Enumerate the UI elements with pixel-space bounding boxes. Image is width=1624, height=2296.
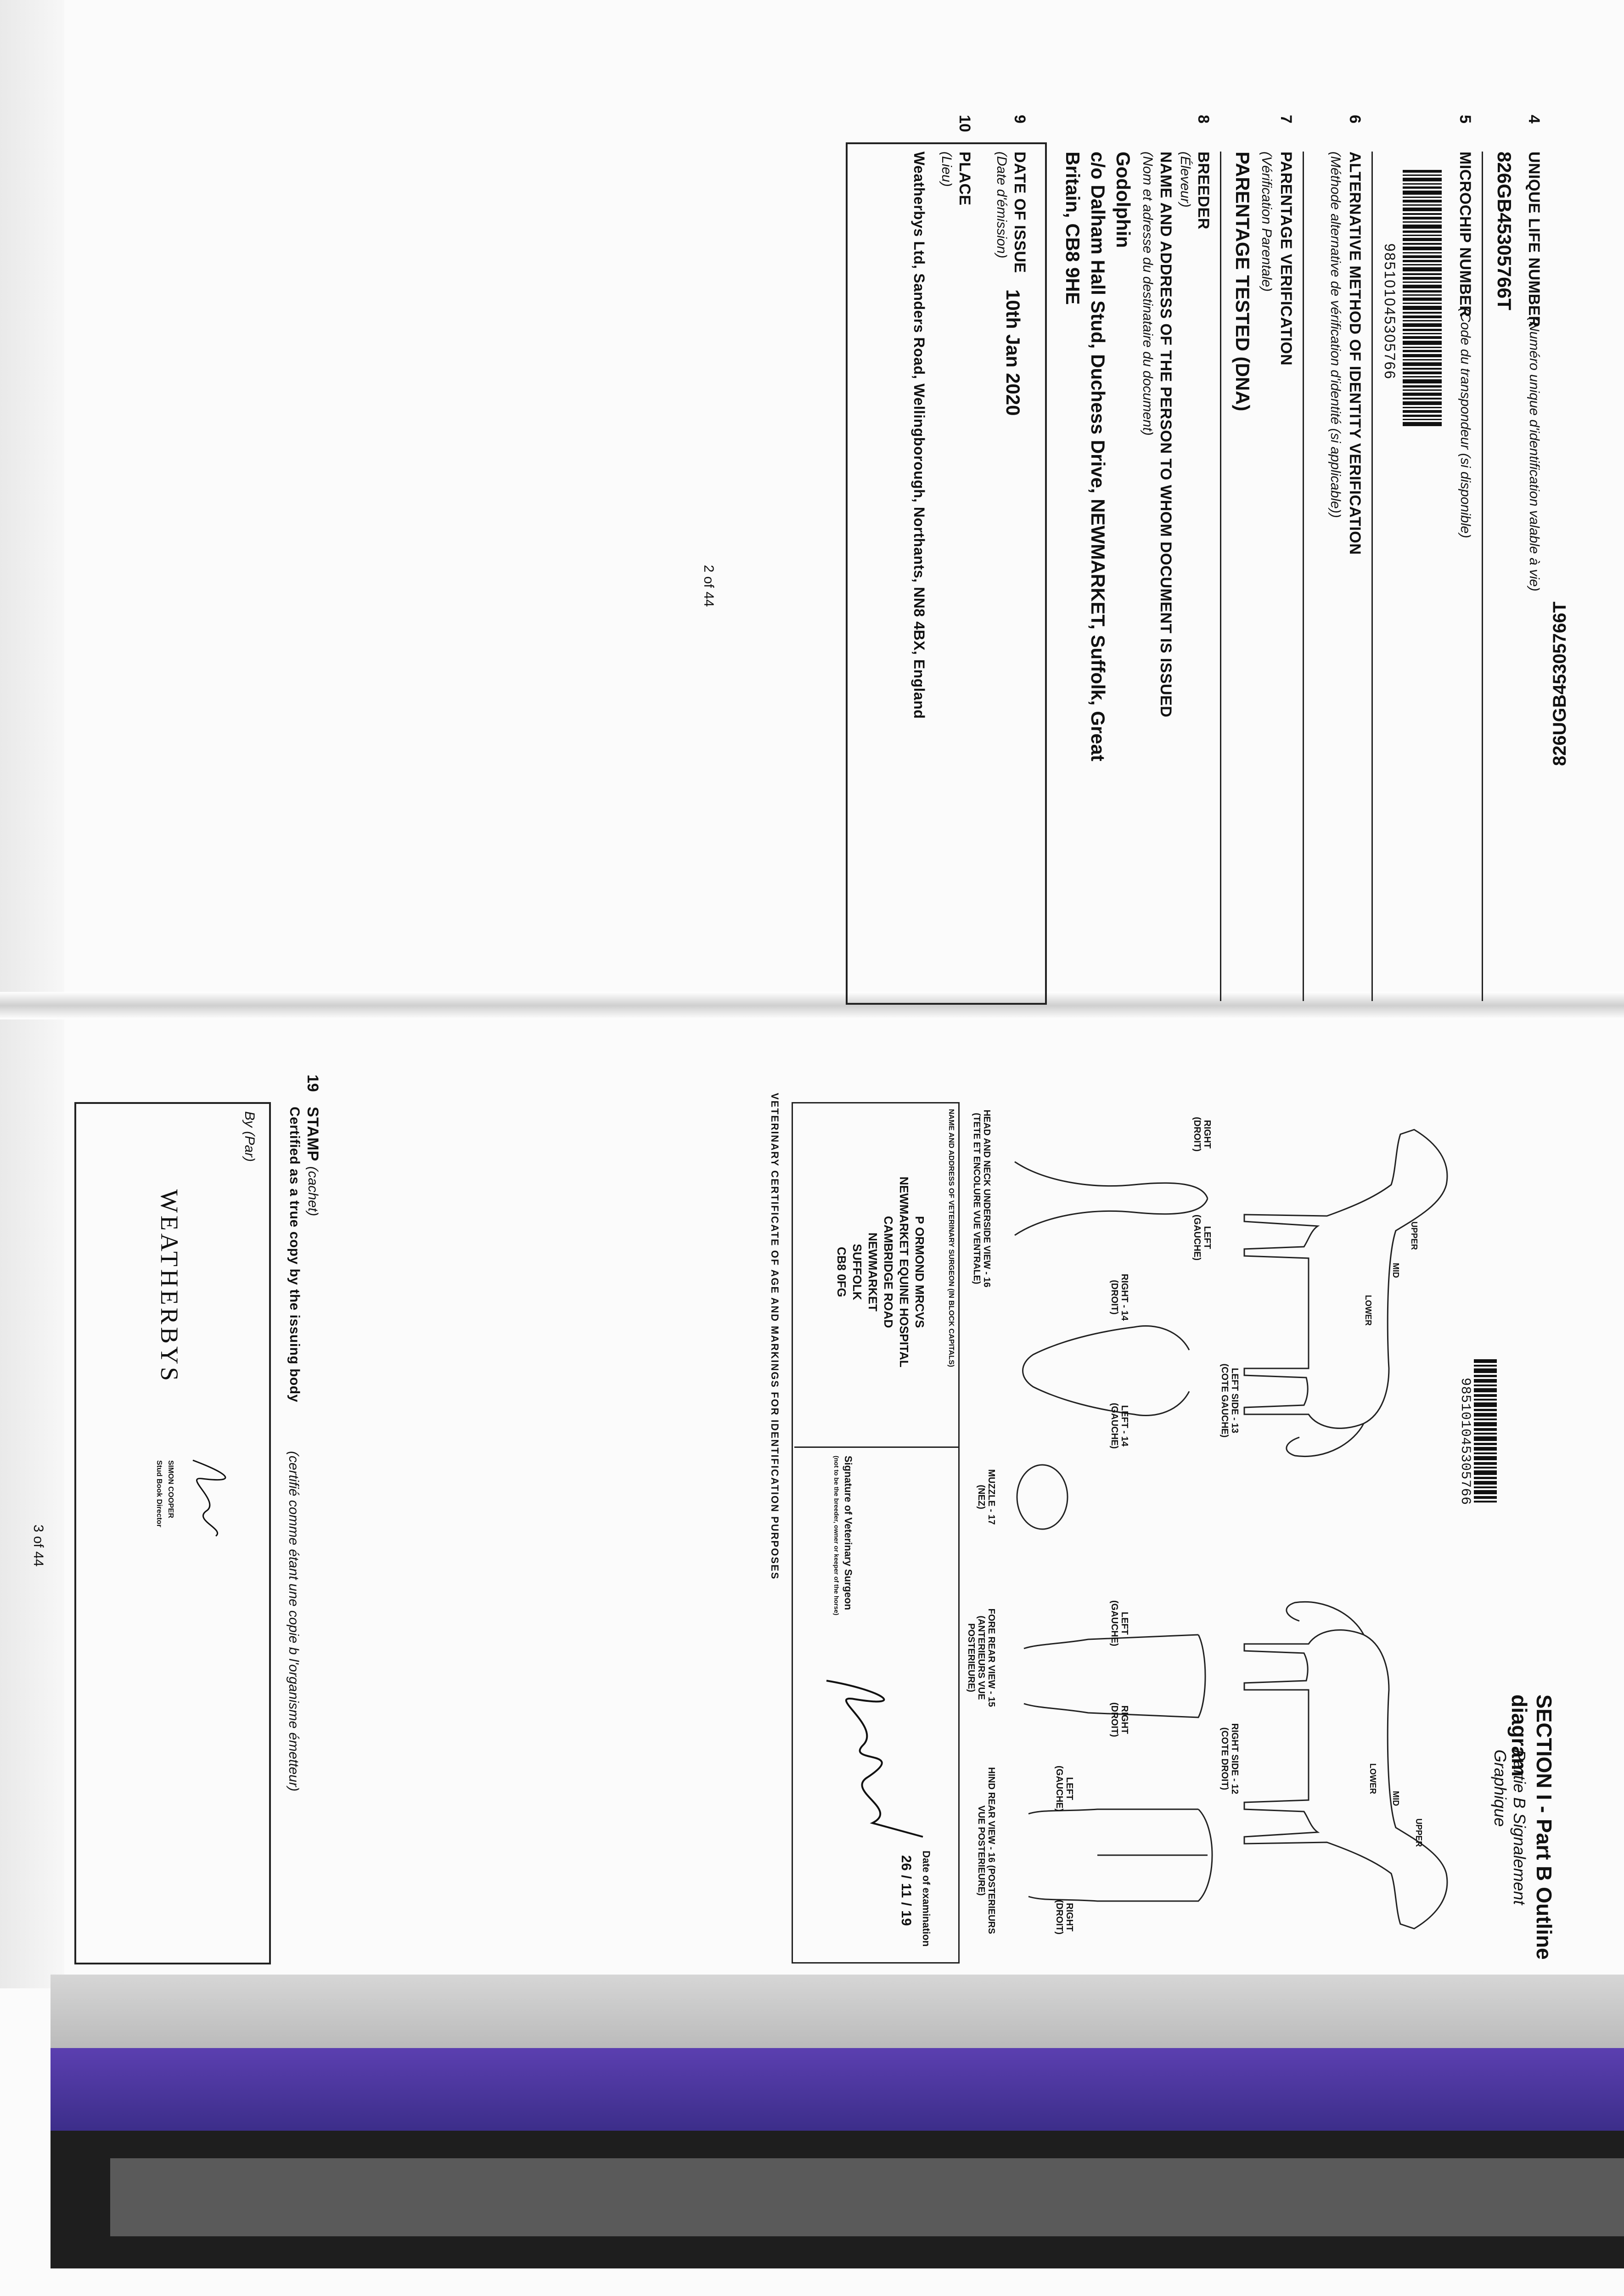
passport-page-2 <box>55 115 1570 1010</box>
field-4-number: 4 <box>1525 115 1543 124</box>
vet-line-3: CAMBRIDGE ROAD <box>882 1216 895 1328</box>
muzzle-text: MUZZLE - 17 <box>986 1469 996 1525</box>
field-5-label: MICROCHIP NUMBER <box>1456 152 1474 317</box>
signer-name: SIMON COOPER <box>167 1460 174 1519</box>
right-side-label <box>1219 1708 1240 1809</box>
left-side-fr: (COTE GAUCHE) <box>1219 1363 1230 1438</box>
right-side-text: RIGHT SIDE - 12 <box>1230 1723 1240 1795</box>
hind-left-fr: (GAUCHE) <box>1054 1766 1064 1812</box>
field-10-label-fr: (Lieu) <box>939 152 954 187</box>
section-subtitle: Partie B Signalement Graphique <box>1491 1750 1529 1905</box>
field-19-number: 19 <box>304 1075 321 1092</box>
field-10-label: PLACE <box>956 152 973 206</box>
exam-date-label: Date of examination <box>921 1851 932 1947</box>
breeder-address-line-2: Britain, CB8 9HE <box>1062 152 1084 305</box>
by-label: By (Par) <box>242 1111 257 1162</box>
muzzle-caption <box>976 1465 996 1529</box>
date-of-issue: 10th Jan 2020 <box>1002 289 1024 416</box>
field-10-number: 10 <box>956 115 973 132</box>
horse-left-side-outline <box>1244 1130 1447 1428</box>
divider <box>1220 152 1221 1001</box>
hind-rear-caption <box>976 1763 996 1938</box>
fore-rear-caption <box>966 1584 996 1731</box>
vet-box-divider <box>794 1446 960 1448</box>
head-left-label <box>1109 1396 1129 1456</box>
field-7-number: 7 <box>1277 115 1295 124</box>
field-4-label: UNIQUE LIFE NUMBER <box>1525 152 1543 327</box>
fore-left-label <box>1109 1598 1129 1649</box>
section-title: SECTION I - Part B Outline diagram <box>1507 1694 1556 1960</box>
field-8-number: 8 <box>1195 115 1212 124</box>
vet-address <box>834 1111 927 1433</box>
head-left-text: LEFT - 14 <box>1119 1405 1129 1446</box>
signature-note: (not to be the breeder, owner or keeper of the horse) <box>833 1456 840 1615</box>
field-19-label: STAMP <box>304 1107 321 1161</box>
parentage-value: PARENTAGE TESTED (DNA) <box>1232 152 1253 411</box>
head-right-text: RIGHT - 14 <box>1119 1273 1129 1321</box>
certified-text-fr: (certifié comme étant une copie b l'organisme émetteur) <box>286 1451 301 1792</box>
horse-left-tail <box>1287 1424 1364 1457</box>
microchip-number: 985101045305766 <box>1382 243 1398 380</box>
head-neck-caption <box>972 1102 992 1295</box>
stamp-signature <box>179 1451 248 1543</box>
page-number: 2 of 44 <box>701 565 716 607</box>
hind-left-label <box>1054 1763 1074 1814</box>
page-number-3: 3 of 44 <box>31 1525 46 1567</box>
hind-right-fr: (DROIT) <box>1054 1900 1064 1935</box>
horse-right-tail <box>1287 1602 1364 1635</box>
label-upper: UPPER <box>1410 1221 1419 1250</box>
running-header: 826UGB45305766T <box>1550 602 1570 766</box>
field-8-label-fr: (Éleveur) <box>1178 152 1193 208</box>
horse-right-side-outline <box>1244 1630 1447 1929</box>
divider <box>1482 152 1483 1001</box>
fore-rear-text: FORE REAR VIEW - 15 <box>986 1608 996 1707</box>
left-side-label <box>1219 1350 1240 1451</box>
head-front-outline <box>1023 1326 1190 1415</box>
signature-label: Signature of Veterinary Surgeon <box>843 1456 854 1610</box>
breeder-address-line-1: c/o Dalham Hall Stud, Duchess Drive, NEWMARKET, Suffolk, Great <box>1087 152 1109 761</box>
hn-right-label <box>1192 1111 1212 1157</box>
vet-line-4: NEWMARKET <box>866 1232 880 1311</box>
diagram-barcode <box>1474 1359 1497 1504</box>
fore-right-label <box>1109 1694 1129 1745</box>
book-edge <box>51 1975 1624 2053</box>
stamp-section <box>0 1075 321 1970</box>
hind-rear-outline <box>1028 1809 1212 1901</box>
hn-right-text: RIGHT <box>1202 1120 1212 1149</box>
vet-line-5: SUFFOLK <box>850 1244 864 1300</box>
head-right-label <box>1109 1267 1129 1327</box>
field-6-number: 6 <box>1346 115 1364 124</box>
vet-line-2: NEWMARKET EQUINE HOSPITAL <box>897 1176 911 1367</box>
diagram-microchip: 985101045305766 <box>1457 1378 1473 1505</box>
field-5-number: 5 <box>1456 115 1474 124</box>
head-neck-fr: (TETE ET ENCOLURE VUE VENTRALE) <box>972 1113 982 1284</box>
label-lower-right: LOWER <box>1368 1763 1377 1794</box>
vet-heading: NAME AND ADDRESS OF VETERINARY SURGEON (IN BLOCK CAPITALS) <box>947 1109 955 1367</box>
label-mid-right: MID <box>1391 1791 1400 1806</box>
signer-title: Stud Book Director <box>155 1460 163 1527</box>
scanner-bed <box>110 2158 1624 2236</box>
label-upper-right: UPPER <box>1414 1818 1423 1847</box>
exam-date: 26 / 11 / 19 <box>899 1855 914 1926</box>
unique-life-number: 826GB45305766T <box>1494 152 1515 310</box>
head-neck-underside-outline <box>1015 1162 1208 1235</box>
left-side-text: LEFT SIDE - 13 <box>1230 1367 1240 1434</box>
right-side-fr: (COTE DROIT) <box>1219 1727 1230 1790</box>
divider <box>1303 152 1304 1001</box>
muzzle-outline <box>1017 1465 1068 1529</box>
hn-left-fr: (GAUCHE) <box>1192 1215 1202 1261</box>
weatherbys-logo: WEATHERBYS <box>156 1189 183 1384</box>
field-6-label-fr: (Méthode alternative de vérification d'identité (si applicable)) <box>1328 152 1343 518</box>
microchip-barcode <box>1403 170 1442 428</box>
fore-left-text: LEFT <box>1119 1612 1129 1635</box>
hind-right-text: RIGHT <box>1064 1902 1074 1932</box>
place-of-issue: Weatherbys Ltd, Sanders Road, Wellingborough, Northants, NN8 4BX, England <box>911 152 927 719</box>
field-8-label-2: NAME AND ADDRESS OF THE PERSON TO WHOM DOCUMENT IS ISSUED <box>1157 152 1174 718</box>
field-7-label: PARENTAGE VERIFICATION <box>1277 152 1295 366</box>
vet-line-1: P ORMOND MRCVS <box>913 1216 927 1328</box>
fore-rear-fr: (ANTERIEURS VUE POSTERIEURE) <box>966 1615 986 1700</box>
certified-text: Certified as a true copy by the issuing body <box>287 1107 302 1402</box>
field-4-label-fr: (Numéro unique d'identification valable à vie) <box>1527 317 1542 591</box>
field-8-label-2-fr: (Nom et adresse du destinataire du document) <box>1140 152 1155 436</box>
hind-right-label <box>1054 1892 1074 1942</box>
fore-right-text: RIGHT <box>1119 1705 1129 1734</box>
fore-right-fr: (DROIT) <box>1109 1702 1119 1737</box>
hind-left-text: LEFT <box>1064 1777 1074 1800</box>
bottom-cut-text: VETERINARY CERTIFICATE OF AGE AND MARKINGS FOR IDENTIFICATION PURPOSES <box>769 1093 781 1580</box>
fore-left-fr: (GAUCHE) <box>1109 1600 1119 1646</box>
field-7-label-fr: (Vérification Parentale) <box>1259 152 1274 292</box>
head-left-fr: (GAUCHE) <box>1109 1403 1119 1449</box>
hind-rear-text: HIND REAR VIEW - 16 (POSTERIEURS <box>986 1767 996 1934</box>
vet-signature <box>808 1671 937 1864</box>
label-mid: MID <box>1391 1263 1400 1278</box>
vet-line-6: CB8 0FG <box>835 1247 849 1297</box>
head-right-fr: (DROIT) <box>1109 1280 1119 1315</box>
field-6-label: ALTERNATIVE METHOD OF IDENTITY VERIFICATION <box>1346 152 1364 555</box>
field-19-label-fr: (cachet) <box>305 1166 320 1216</box>
divider <box>1371 152 1373 1001</box>
field-5-label-fr: (Code du transpondeur (si disponible) <box>1458 308 1473 538</box>
field-9-label-fr: (Date d'émission) <box>994 152 1009 259</box>
field-9-number: 9 <box>1011 115 1028 124</box>
hn-left-text: LEFT <box>1202 1226 1212 1249</box>
hn-left-label <box>1192 1212 1212 1263</box>
book-cover-band <box>51 2048 1624 2131</box>
hind-rear-fr: VUE POSTERIEURE) <box>976 1805 986 1896</box>
hn-right-fr: (DROIT) <box>1192 1117 1202 1152</box>
label-lower: LOWER <box>1364 1295 1373 1326</box>
field-8-label: BREEDER <box>1195 152 1212 230</box>
breeder-name: Godolphin <box>1113 152 1134 248</box>
field-9-label: DATE OF ISSUE <box>1011 152 1028 273</box>
head-neck-text: HEAD AND NECK UNDERSIDE VIEW - 16 <box>982 1109 992 1288</box>
muzzle-fr: (NEZ) <box>976 1485 986 1509</box>
